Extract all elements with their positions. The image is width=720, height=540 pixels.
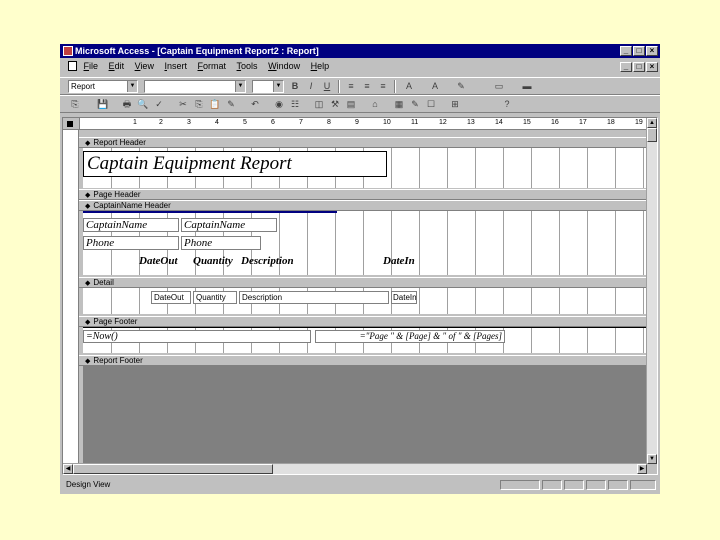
chevron-down-icon: ▼ [127, 81, 137, 92]
ruler-number: 13 [467, 119, 475, 126]
field-list-button[interactable]: ◫ [314, 99, 324, 109]
line-width-button[interactable]: ▭ [494, 81, 504, 91]
horizontal-scrollbar[interactable] [63, 463, 647, 474]
captain-name-field: CaptainName [184, 219, 246, 231]
status-pane [630, 480, 656, 490]
code-button[interactable]: ▦ [394, 99, 404, 109]
menu-insert[interactable]: Insert [164, 61, 187, 71]
ruler-number: 1 [133, 119, 137, 126]
close-button[interactable]: × [646, 46, 658, 56]
database-window-button[interactable]: ⊞ [451, 99, 459, 109]
underline-button[interactable]: U [323, 81, 331, 91]
page-number-field: ="Page " & [Page] & " of " & [Pages] [359, 331, 502, 341]
vertical-scroll-thumb[interactable] [647, 128, 657, 142]
status-bar [60, 478, 660, 492]
ruler-number: 7 [299, 119, 303, 126]
vertical-scrollbar[interactable] [646, 118, 657, 464]
vertical-ruler[interactable] [63, 130, 79, 466]
section-label: Page Header [93, 190, 141, 199]
menu-file[interactable]: File [83, 61, 99, 71]
page-footer-section[interactable] [83, 327, 647, 353]
cut-button[interactable]: ✂ [179, 99, 187, 109]
menu-tools[interactable]: Tools [236, 61, 258, 71]
dateout-field: DateOut [154, 293, 184, 302]
captain-name-label: CaptainName [86, 219, 148, 231]
report-title-text: Captain Equipment Report [87, 153, 292, 174]
chevron-down-icon: ▼ [235, 81, 245, 92]
font-combo[interactable] [144, 80, 246, 93]
report-design-area [62, 117, 658, 475]
status-pane [608, 480, 628, 490]
section-label: Report Footer [93, 356, 143, 365]
description-textbox[interactable] [239, 291, 389, 304]
select-report-icon [67, 121, 73, 127]
document-icon[interactable] [68, 61, 77, 71]
special-effect-button[interactable]: ▬ [522, 81, 532, 91]
undo-button[interactable]: ↶ [251, 99, 259, 109]
ruler-number: 6 [271, 119, 275, 126]
toolbox-button[interactable]: ⚒ [330, 99, 340, 109]
title-bar [60, 44, 660, 58]
formatting-toolbar [60, 77, 660, 95]
phone-label-box[interactable] [83, 236, 179, 250]
ruler-number: 12 [439, 119, 447, 126]
section-bar-report-header[interactable] [79, 137, 647, 148]
bold-button[interactable]: B [291, 81, 299, 91]
status-pane [500, 480, 540, 490]
ruler-number: 15 [523, 119, 531, 126]
doc-restore-button[interactable]: □ [633, 62, 645, 72]
autoformat-button[interactable]: ⌂ [372, 99, 378, 109]
doc-close-button[interactable]: × [646, 62, 658, 72]
menu-format[interactable]: Format [197, 61, 227, 71]
ruler-number: 2 [159, 119, 163, 126]
ruler-number: 5 [243, 119, 247, 126]
menu-edit[interactable]: Edit [108, 61, 125, 71]
scroll-left-button[interactable]: ◀ [63, 464, 73, 474]
section-marker-icon: ◆ [85, 319, 91, 326]
now-field: =Now() [86, 331, 118, 342]
ruler-number: 8 [327, 119, 331, 126]
section-marker-icon: ◆ [85, 280, 91, 287]
footer-line[interactable] [83, 327, 647, 328]
datein-field: DateIn [393, 293, 417, 302]
select-report-box[interactable] [63, 118, 80, 129]
build-button[interactable]: ☐ [426, 99, 436, 109]
section-marker-icon: ◆ [85, 192, 91, 199]
maximize-button[interactable]: □ [633, 46, 645, 56]
phone-field: Phone [184, 237, 213, 249]
page-number-textbox[interactable] [315, 330, 505, 343]
captain-name-field-box[interactable] [181, 218, 277, 232]
status-text: Design View [66, 480, 111, 489]
captain-name-label-box[interactable] [83, 218, 179, 232]
ruler-number: 16 [551, 119, 559, 126]
section-label: Report Header [93, 138, 146, 147]
align-right-button[interactable]: ≡ [380, 81, 386, 91]
toolbar-separator [394, 80, 396, 93]
status-pane [586, 480, 606, 490]
chevron-down-icon: ▼ [273, 81, 283, 92]
paste-button[interactable]: 📋 [209, 99, 221, 109]
ruler-number: 17 [579, 119, 587, 126]
section-bar-report-footer[interactable] [79, 355, 647, 366]
object-combo-value: Report [71, 82, 96, 91]
line-color-button[interactable]: ✎ [457, 81, 465, 91]
dateout-textbox[interactable] [151, 291, 191, 304]
report-header-section[interactable] [83, 148, 647, 188]
print-button[interactable]: 🖶 [122, 99, 132, 109]
align-center-button[interactable]: ≡ [364, 81, 370, 91]
captainname-header-section[interactable] [83, 211, 647, 275]
access-key-icon [63, 46, 73, 56]
description-field: Description [242, 293, 283, 302]
section-bar-page-footer[interactable] [79, 316, 647, 327]
column-header-description[interactable]: Description [241, 255, 294, 267]
font-color-button[interactable]: A [431, 81, 438, 91]
horizontal-ruler[interactable] [63, 118, 657, 130]
report-design-toolbar [60, 95, 660, 113]
object-combo[interactable] [68, 80, 138, 93]
ruler-number: 14 [495, 119, 503, 126]
align-left-button[interactable]: ≡ [348, 81, 354, 91]
scroll-right-button[interactable]: ▶ [637, 464, 647, 474]
section-marker-icon: ◆ [85, 358, 91, 365]
format-painter-button[interactable]: ✎ [227, 99, 235, 109]
minimize-button[interactable]: _ [620, 46, 632, 56]
now-textbox[interactable] [83, 330, 311, 343]
section-label: Detail [93, 278, 114, 287]
ruler-number: 18 [607, 119, 615, 126]
ruler-number: 19 [635, 119, 643, 126]
phone-label: Phone [86, 237, 115, 249]
section-bar-captainname-header[interactable] [79, 200, 647, 211]
quantity-field: Quantity [196, 293, 226, 302]
datein-textbox[interactable] [391, 291, 417, 304]
copy-button[interactable]: ⎘ [195, 99, 203, 109]
view-button[interactable]: ⎘ [71, 99, 79, 109]
section-label: CaptainName Header [93, 201, 171, 210]
column-header-dateout[interactable]: DateOut [139, 255, 178, 267]
menu-window[interactable]: Window [268, 61, 301, 71]
ruler-number: 4 [215, 119, 219, 126]
horizontal-scroll-thumb[interactable] [73, 464, 273, 474]
help-button[interactable]: ? [504, 99, 510, 109]
toolbar-separator [338, 80, 340, 93]
status-pane [542, 480, 562, 490]
window-title: Microsoft Access - [Captain Equipment Report2 : Report] [75, 46, 319, 56]
properties-button[interactable]: ✎ [411, 99, 419, 109]
print-preview-button[interactable]: 🔍 [137, 99, 149, 109]
column-header-datein[interactable]: DateIn [383, 255, 415, 267]
menu-view[interactable]: View [134, 61, 154, 71]
phone-field-box[interactable] [181, 236, 261, 250]
menu-bar [60, 59, 660, 74]
spelling-button[interactable]: ✓ [155, 99, 163, 109]
empty-design-area [83, 366, 647, 464]
ruler-number: 10 [383, 119, 391, 126]
status-pane [564, 480, 584, 490]
column-header-quantity[interactable]: Quantity [193, 255, 233, 267]
quantity-textbox[interactable] [193, 291, 237, 304]
save-button[interactable]: 💾 [97, 99, 109, 109]
sorting-grouping-button[interactable]: ▤ [346, 99, 356, 109]
header-line[interactable] [83, 211, 337, 213]
section-label: Page Footer [93, 317, 138, 326]
ruler-number: 9 [355, 119, 359, 126]
italic-button[interactable]: I [309, 81, 313, 91]
menu-help[interactable]: Help [310, 61, 330, 71]
ruler-number: 11 [411, 119, 419, 126]
ruler-number: 3 [187, 119, 191, 126]
doc-minimize-button[interactable]: _ [620, 62, 632, 72]
section-marker-icon: ◆ [85, 140, 91, 147]
scroll-down-button[interactable]: ▼ [647, 454, 657, 464]
report-title-label[interactable] [83, 151, 387, 177]
section-bar-page-header[interactable] [79, 189, 647, 200]
detail-section[interactable] [83, 288, 647, 314]
section-bar-detail[interactable] [79, 277, 647, 288]
size-combo[interactable] [252, 80, 284, 93]
web-toolbar-button[interactable]: ☷ [290, 99, 300, 109]
access-window [60, 44, 660, 494]
scroll-up-button[interactable]: ▲ [647, 118, 657, 128]
fill-color-button[interactable]: A [405, 81, 412, 91]
insert-hyperlink-button[interactable]: ◉ [275, 99, 283, 109]
section-marker-icon: ◆ [85, 203, 91, 210]
